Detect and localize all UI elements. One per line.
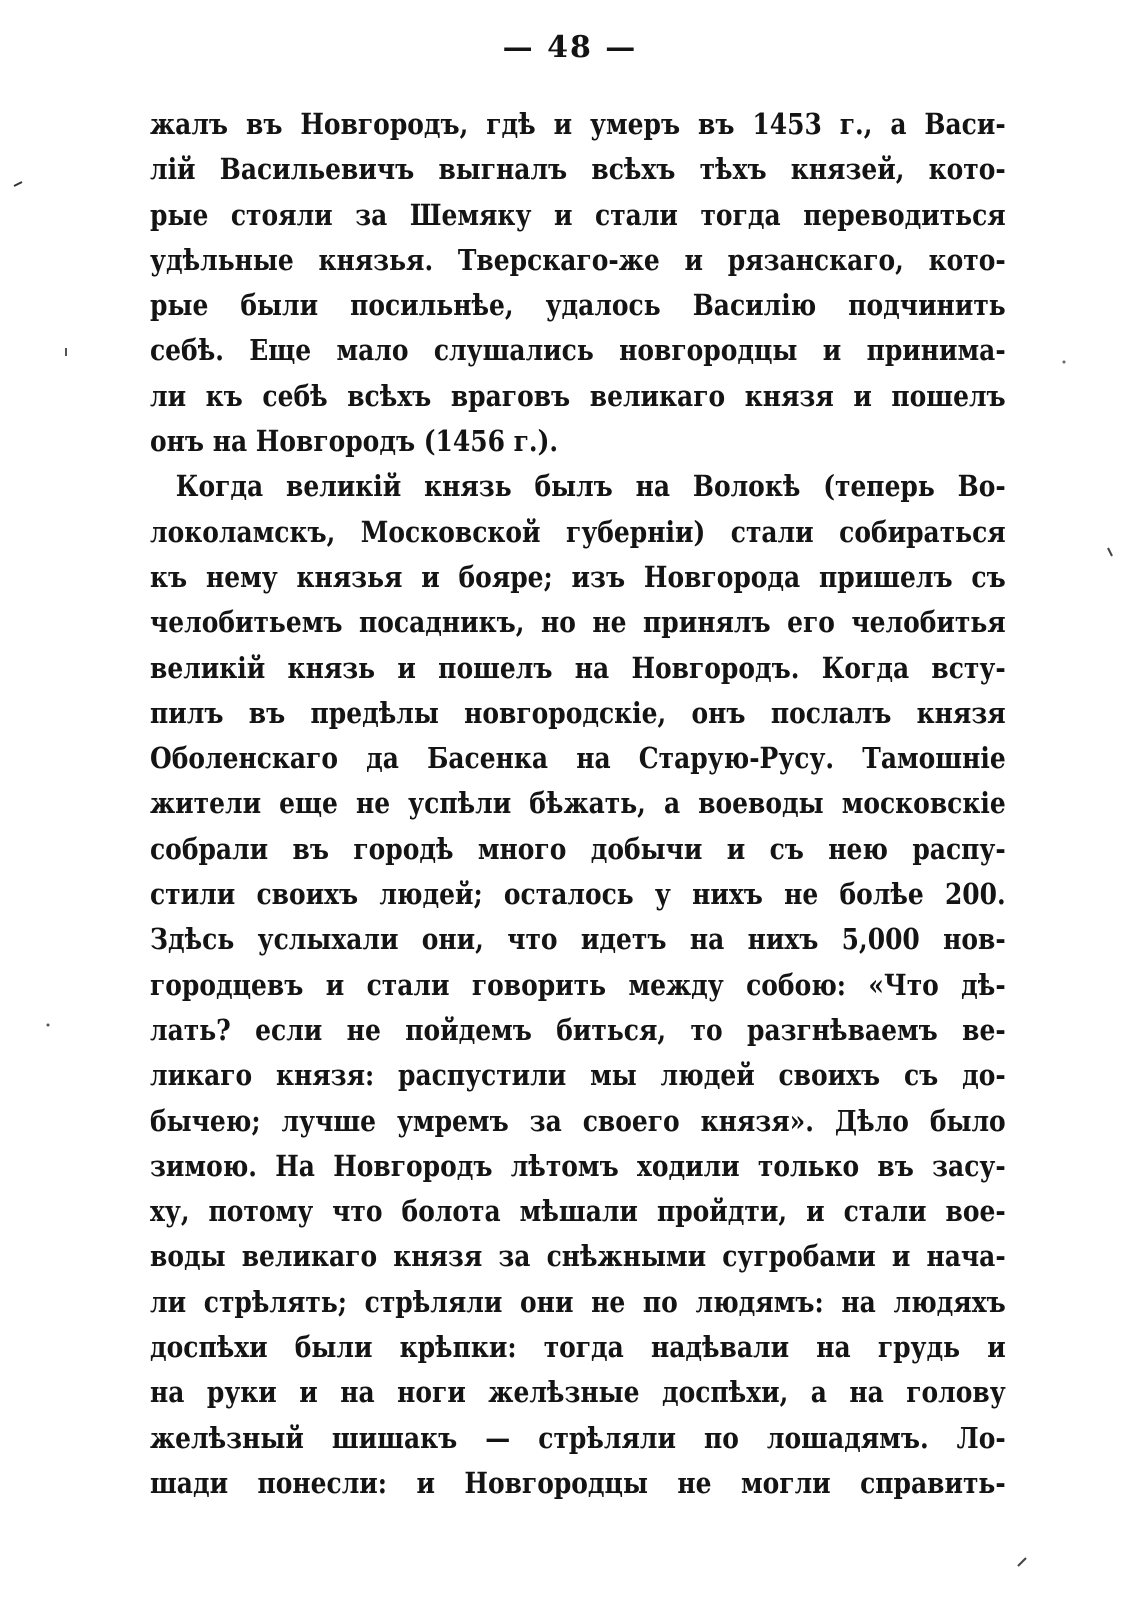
- text-line: собрали въ городѣ много добычи и съ нею распу-: [150, 831, 1006, 866]
- text-line: Оболенскаго да Басенка на Старую-Русу. Тамошніе: [150, 741, 1006, 776]
- text-line: рые были посильнѣе, удалось Василію подчинить: [150, 288, 1006, 323]
- text-line: онъ на Новгородъ (1456 г.).: [150, 424, 559, 459]
- text-line: лать? если не пойдемъ биться, то разгнѣваемъ ве-: [150, 1012, 1006, 1047]
- text-line: стили своихъ людей; осталось у нихъ не болѣе 200.: [150, 877, 1006, 912]
- text-line: Здѣсь услыхали они, что идетъ на нихъ 5,000 нов-: [150, 922, 1006, 957]
- text-line: жители еще не успѣли бѣжать, а воеводы московскіе: [150, 786, 1006, 821]
- text-line: ликаго князя: распустили мы людей своихъ съ до-: [150, 1058, 1006, 1093]
- text-line: на руки и на ноги желѣзные доспѣхи, а на голову: [150, 1375, 1006, 1410]
- text-line: рые стояли за Шемяку и стали тогда переводиться: [150, 197, 1006, 232]
- text-line: ли стрѣлять; стрѣляли они не по людямъ: на людяхъ: [150, 1284, 1006, 1319]
- text-line: желѣзный шишакъ — стрѣляли по лошадямъ. Ло-: [150, 1420, 1006, 1455]
- text-line: ли къ себѣ всѣхъ враговъ великаго князя и пошелъ: [150, 378, 1006, 413]
- text-line: удѣльные князья. Тверскаго-же и рязанскаго, кото-: [150, 242, 1006, 277]
- text-line: воды великаго князя за снѣжными сугробами и нача-: [150, 1239, 1006, 1274]
- text-line: локоламскъ, Московской губерніи) стали собираться: [150, 514, 1006, 549]
- text-line: бычею; лучше умремъ за своего князя». Дѣло было: [150, 1103, 1006, 1138]
- scan-speck: [14, 182, 22, 186]
- text-line: городцевъ и стали говорить между собою: «Что дѣ-: [150, 967, 1006, 1002]
- text-line: ху, потому что болота мѣшали пройдти, и стали вое-: [150, 1194, 1006, 1229]
- scan-speck: [47, 1024, 50, 1027]
- text-line: себѣ. Еще мало слушались новгородцы и принима-: [150, 333, 1006, 368]
- scan-speck: [1018, 1558, 1026, 1566]
- text-line: челобитьемъ посадникъ, но не принялъ его челобитья: [150, 605, 1006, 640]
- text-line: пилъ въ предѣлы новгородскіе, онъ послалъ князя: [150, 695, 1006, 730]
- scan-speck: [1108, 548, 1112, 556]
- paragraph-first-line: Когда великій князь былъ на Волокѣ (теперь Во-: [175, 469, 1006, 504]
- text-line: лій Васильевичъ выгналъ всѣхъ тѣхъ князей, кото-: [150, 152, 1006, 187]
- page-number: — 48 —: [502, 30, 638, 65]
- text-line: зимою. На Новгородъ лѣтомъ ходили только въ засу-: [150, 1148, 1006, 1183]
- text-line: къ нему князья и бояре; изъ Новгорода пришелъ съ: [150, 559, 1006, 594]
- scan-speck: [1063, 361, 1066, 364]
- text-line: шади понесли: и Новгородцы не могли справить-: [150, 1465, 1006, 1500]
- text-line: великій князь и пошелъ на Новгородъ. Когда всту-: [150, 650, 1006, 685]
- text-line: доспѣхи были крѣпки: тогда надѣвали на грудь и: [150, 1330, 1006, 1365]
- text-line: жалъ въ Новгородъ, гдѣ и умеръ въ 1453 г., а Васи-: [150, 107, 1006, 141]
